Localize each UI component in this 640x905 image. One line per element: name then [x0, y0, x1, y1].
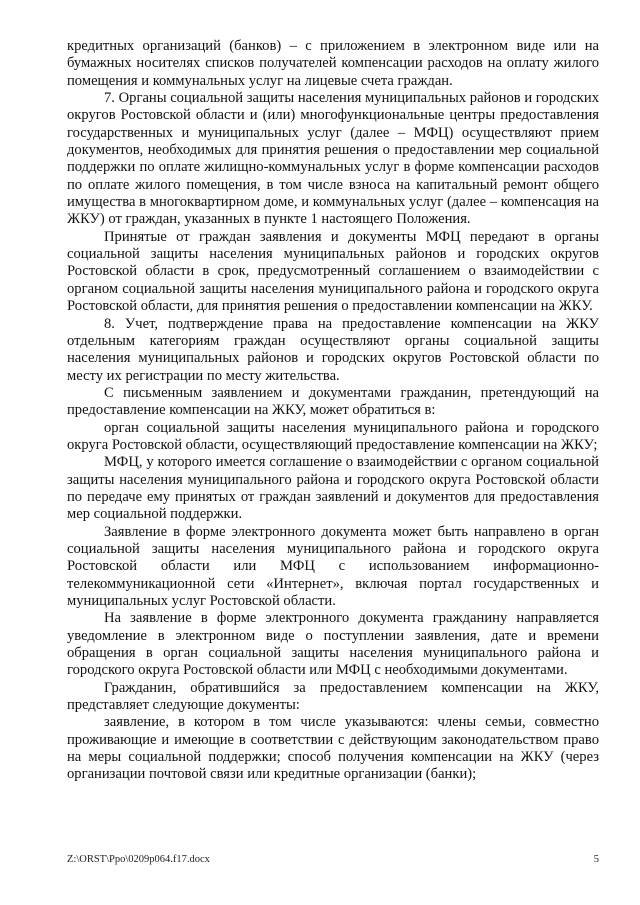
paragraph-documents-required: Гражданин, обратившийся за предоставлением компенсации на ЖКУ, представляет следующие документы: — [67, 679, 599, 714]
paragraph-mfc-transfer: Принятые от граждан заявления и документы МФЦ передают в органы социальной защиты населения муниципальных районов и городских округов Ростовской области в срок, предусмотренный соглашением о взаимодействии с органом социальной защиты населения муниципального района и городского округа Ростовской области, для принятия решения о предоставлении компенсации на ЖКУ. — [67, 228, 599, 315]
paragraph-mfc-agreement: МФЦ, у которого имеется соглашение о взаимодействии с органом социальной защиты населения муниципального района и городского округа Ростовской области по передаче ему принятых от граждан заявлений и документов для предоставления мер социальной поддержки. — [67, 454, 599, 523]
paragraph-item-7: 7. Органы социальной защиты населения муниципальных районов и городских округов Ростовской области и (или) многофункциональные центры предоставления государственных и муниципальных услуг (далее – МФЦ) осуществляют прием документов, необходимых для принятия решения о предоставлении мер социальной поддержки по оплате жилищно-коммунальных услуг в форме компенсации расходов по оплате жилого помещения, в том числе взноса на капитальный ремонт общего имущества в многоквартирном доме, и коммунальных услуг (далее – компенсация на ЖКУ) от граждан, указанных в пункте 1 настоящего Положения. — [67, 90, 599, 228]
paragraph-item-8: 8. Учет, подтверждение права на предоставление компенсации на ЖКУ отдельным категориям граждан осуществляют органы социальной защиты населения муниципальных районов и городских округов Ростовской области по месту их регистрации по месту жительства. — [67, 315, 599, 384]
paragraph-apply-to: С письменным заявлением и документами гражданин, претендующий на предоставление компенсации на ЖКУ, может обратиться в: — [67, 384, 599, 419]
page-number: 5 — [593, 854, 599, 865]
paragraph-banks-continuation: кредитных организаций (банков) – с приложением в электронном виде или на бумажных носителях списков получателей компенсации расходов на оплату жилого помещения и коммунальных услуг на лицевые счета граждан. — [67, 38, 599, 89]
footer-file-path: Z:\ORST\Ppo\0209p064.f17.docx — [67, 854, 210, 865]
paragraph-electronic-notice: На заявление в форме электронного документа гражданину направляется уведомление в электронном виде о поступлении заявления, дате и времени обращения в орган социальной защиты населения муниципального района и городского округа Ростовской области или МФЦ с необходимыми документами. — [67, 610, 599, 679]
paragraph-electronic-application: Заявление в форме электронного документа может быть направлено в орган социальной защиты населения муниципального района и городского округа Ростовской области или МФЦ с использованием информационно-телекоммуникационной сети «Интернет», включая портал государственных и муниципальных услуг Ростовской области. — [67, 523, 599, 609]
paragraph-social-authority: орган социальной защиты населения муниципального района и городского округа Ростовской области, осуществляющий предоставление компенсации на ЖКУ; — [67, 419, 599, 453]
document-page — [67, 38, 599, 784]
paragraph-application-contents: заявление, в котором в том числе указываются: члены семьи, совместно проживающие и имеющие в соответствии с действующим законодательством право на меры социальной поддержки; способ получения компенсации на ЖКУ (через организации почтовой связи или кредитные организации (банки); — [67, 714, 599, 783]
